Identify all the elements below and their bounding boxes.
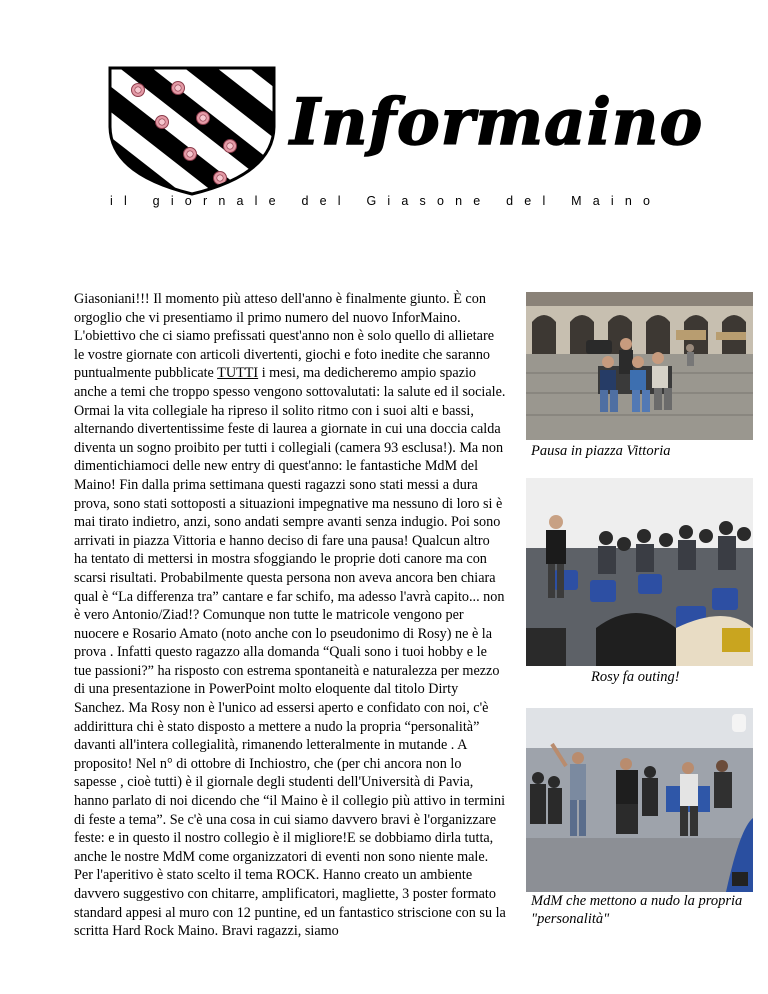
tagline-letter: n	[455, 194, 463, 208]
tagline-letter: e	[473, 194, 481, 208]
tagline-letter: d	[301, 194, 309, 208]
photo-mdm-personalita	[526, 708, 753, 892]
tagline-letter: d	[506, 194, 514, 208]
tagline-letter: l	[254, 194, 258, 208]
photo-caption: Rosy fa outing!	[591, 669, 680, 685]
photo-caption: Pausa in piazza Vittoria	[531, 443, 671, 459]
tagline-letter	[138, 194, 141, 208]
underlined-word: TUTTI	[217, 365, 259, 382]
tagline-letter: g	[152, 194, 160, 208]
svg-text:Informaino: Informaino	[290, 85, 704, 160]
tagline-letter: a	[592, 194, 600, 208]
tagline-letter: o	[643, 194, 650, 208]
tagline-letter: e	[319, 194, 327, 208]
tagline-letter: l	[542, 194, 546, 208]
tagline-letter: G	[366, 194, 377, 208]
tagline-letter: l	[337, 194, 341, 208]
tagline-letter	[491, 194, 494, 208]
tagline-letter	[352, 194, 355, 208]
tagline-letter: n	[218, 194, 226, 208]
tagline-letter: r	[202, 194, 208, 208]
tagline-letter	[287, 194, 290, 208]
tagline-letter: s	[419, 194, 426, 208]
masthead-title	[286, 70, 704, 166]
photo-caption: MdM che mettono a nudo la propria "personalità"	[531, 893, 743, 927]
tagline-letter	[556, 194, 559, 208]
tagline	[110, 194, 650, 208]
crest-logo	[108, 66, 276, 196]
tagline-letter: M	[571, 194, 582, 208]
photo-piazza-vittoria	[526, 292, 753, 440]
tagline-letter: i	[610, 194, 614, 208]
tagline-letter: o	[436, 194, 444, 208]
photo-rosy-outing	[526, 478, 753, 666]
tagline-letter: n	[624, 194, 632, 208]
tagline-letter: l	[123, 194, 127, 208]
tagline-letter: a	[236, 194, 244, 208]
tagline-letter: o	[184, 194, 192, 208]
tagline-letter: a	[401, 194, 409, 208]
article-paragraph: Giasoniani!!! Il momento più atteso dell'anno è finalmente giunto. È con orgoglio che vi presentiamo il primo numero del nuovo InforMaino. L'obiettivo che ci siamo prefissati quest'anno non è solo quello di allietare le vostre giornate con articoli divertenti, giochi e foto inedite che saranno puntualmente pubblicate TUTTI i mesi, ma dedicheremo ampio spazio anche a temi che troppo spesso vengono sottovalutati: la salute ed il sociale. Ormai la vita collegiale ha ripreso il solito ritmo con i suoi alti e bassi, alternando divertentissime feste di laurea a giornate in cui una doccia calda diventa un sogno proibito per tutti i collegiali (camera 93 esclusa!). Ma non dimentichiamoci delle new entry di quest'anno: le fantastiche MdM del Maino! Fin dalla prima settimana questi ragazzi sono stati messi a dura prova, sono stati sottoposti a situazioni impegnative ma nessuno di loro si è mai tirato indietro, anzi, sono andati sempre avanti senza indugio. Poi sono arrivati in piazza Vittoria e hanno deciso di fare una pausa! Qualcun altro ha tentato di mettersi in mostra sfoggiando le proprie doti canore ma con scarsi risultati. Probabilmente questa persona non aveva ancora ben chiara qual è “La differenza tra” cantare e far schifo, ma adesso l'avrà capito... non è vero Antonio/Ziad!? Comunque non tutte le matricole vengono per nuocere e Rosario Amato (noto anche con lo pseudonimo di Rosy) ne è la prova . Infatti questo ragazzo alla domanda “Quali sono i tuoi hobby e le tue passioni?” ha risposto con estrema spontaneità e naturalezza per mezzo di una presentazione in PowerPoint molto eloquente dal titolo Dirty Sanchez. Ma Rosy non è l'unico ad essersi aperto e confidato con noi, c'è addirittura chi è stato disposto a mettere a nudo la propria “personalità” davanti all'intera collegialità, rimanendo letteralmente in mutande . A proposito! Nel n° di ottobre di Inchiostro, che (per chi ancora non lo sapesse , cioè tutti) è il giornale degli studenti dell'Università di Pavia, hanno parlato di noi dicendo che “il Maino è il collegio più attivo in termini di feste a tema”. Se c'è una cosa in cui siamo davvero bravi è l'organizzare feste: e in questo il nostro collegio è il migliore!E se dobbiamo dirla tutta, anche le nostre MdM come organizzatori di eventi non sono niente male. Per l'aperitivo è stato scelto il tema ROCK. Hanno creato un ambiente davvero suggestivo con chitarre, amplificatori, magliette, 3 poster formato standard appesi al muro con 12 puntine, ed un fantastico striscione con su la scritta Hard Rock Maino. Bravi ragazzi, siamo	[74, 291, 506, 940]
article-body	[74, 290, 506, 941]
tagline-letter: e	[524, 194, 532, 208]
tagline-letter: i	[110, 194, 113, 208]
tagline-letter: i	[170, 194, 174, 208]
tagline-letter: i	[387, 194, 391, 208]
tagline-letter: e	[268, 194, 276, 208]
